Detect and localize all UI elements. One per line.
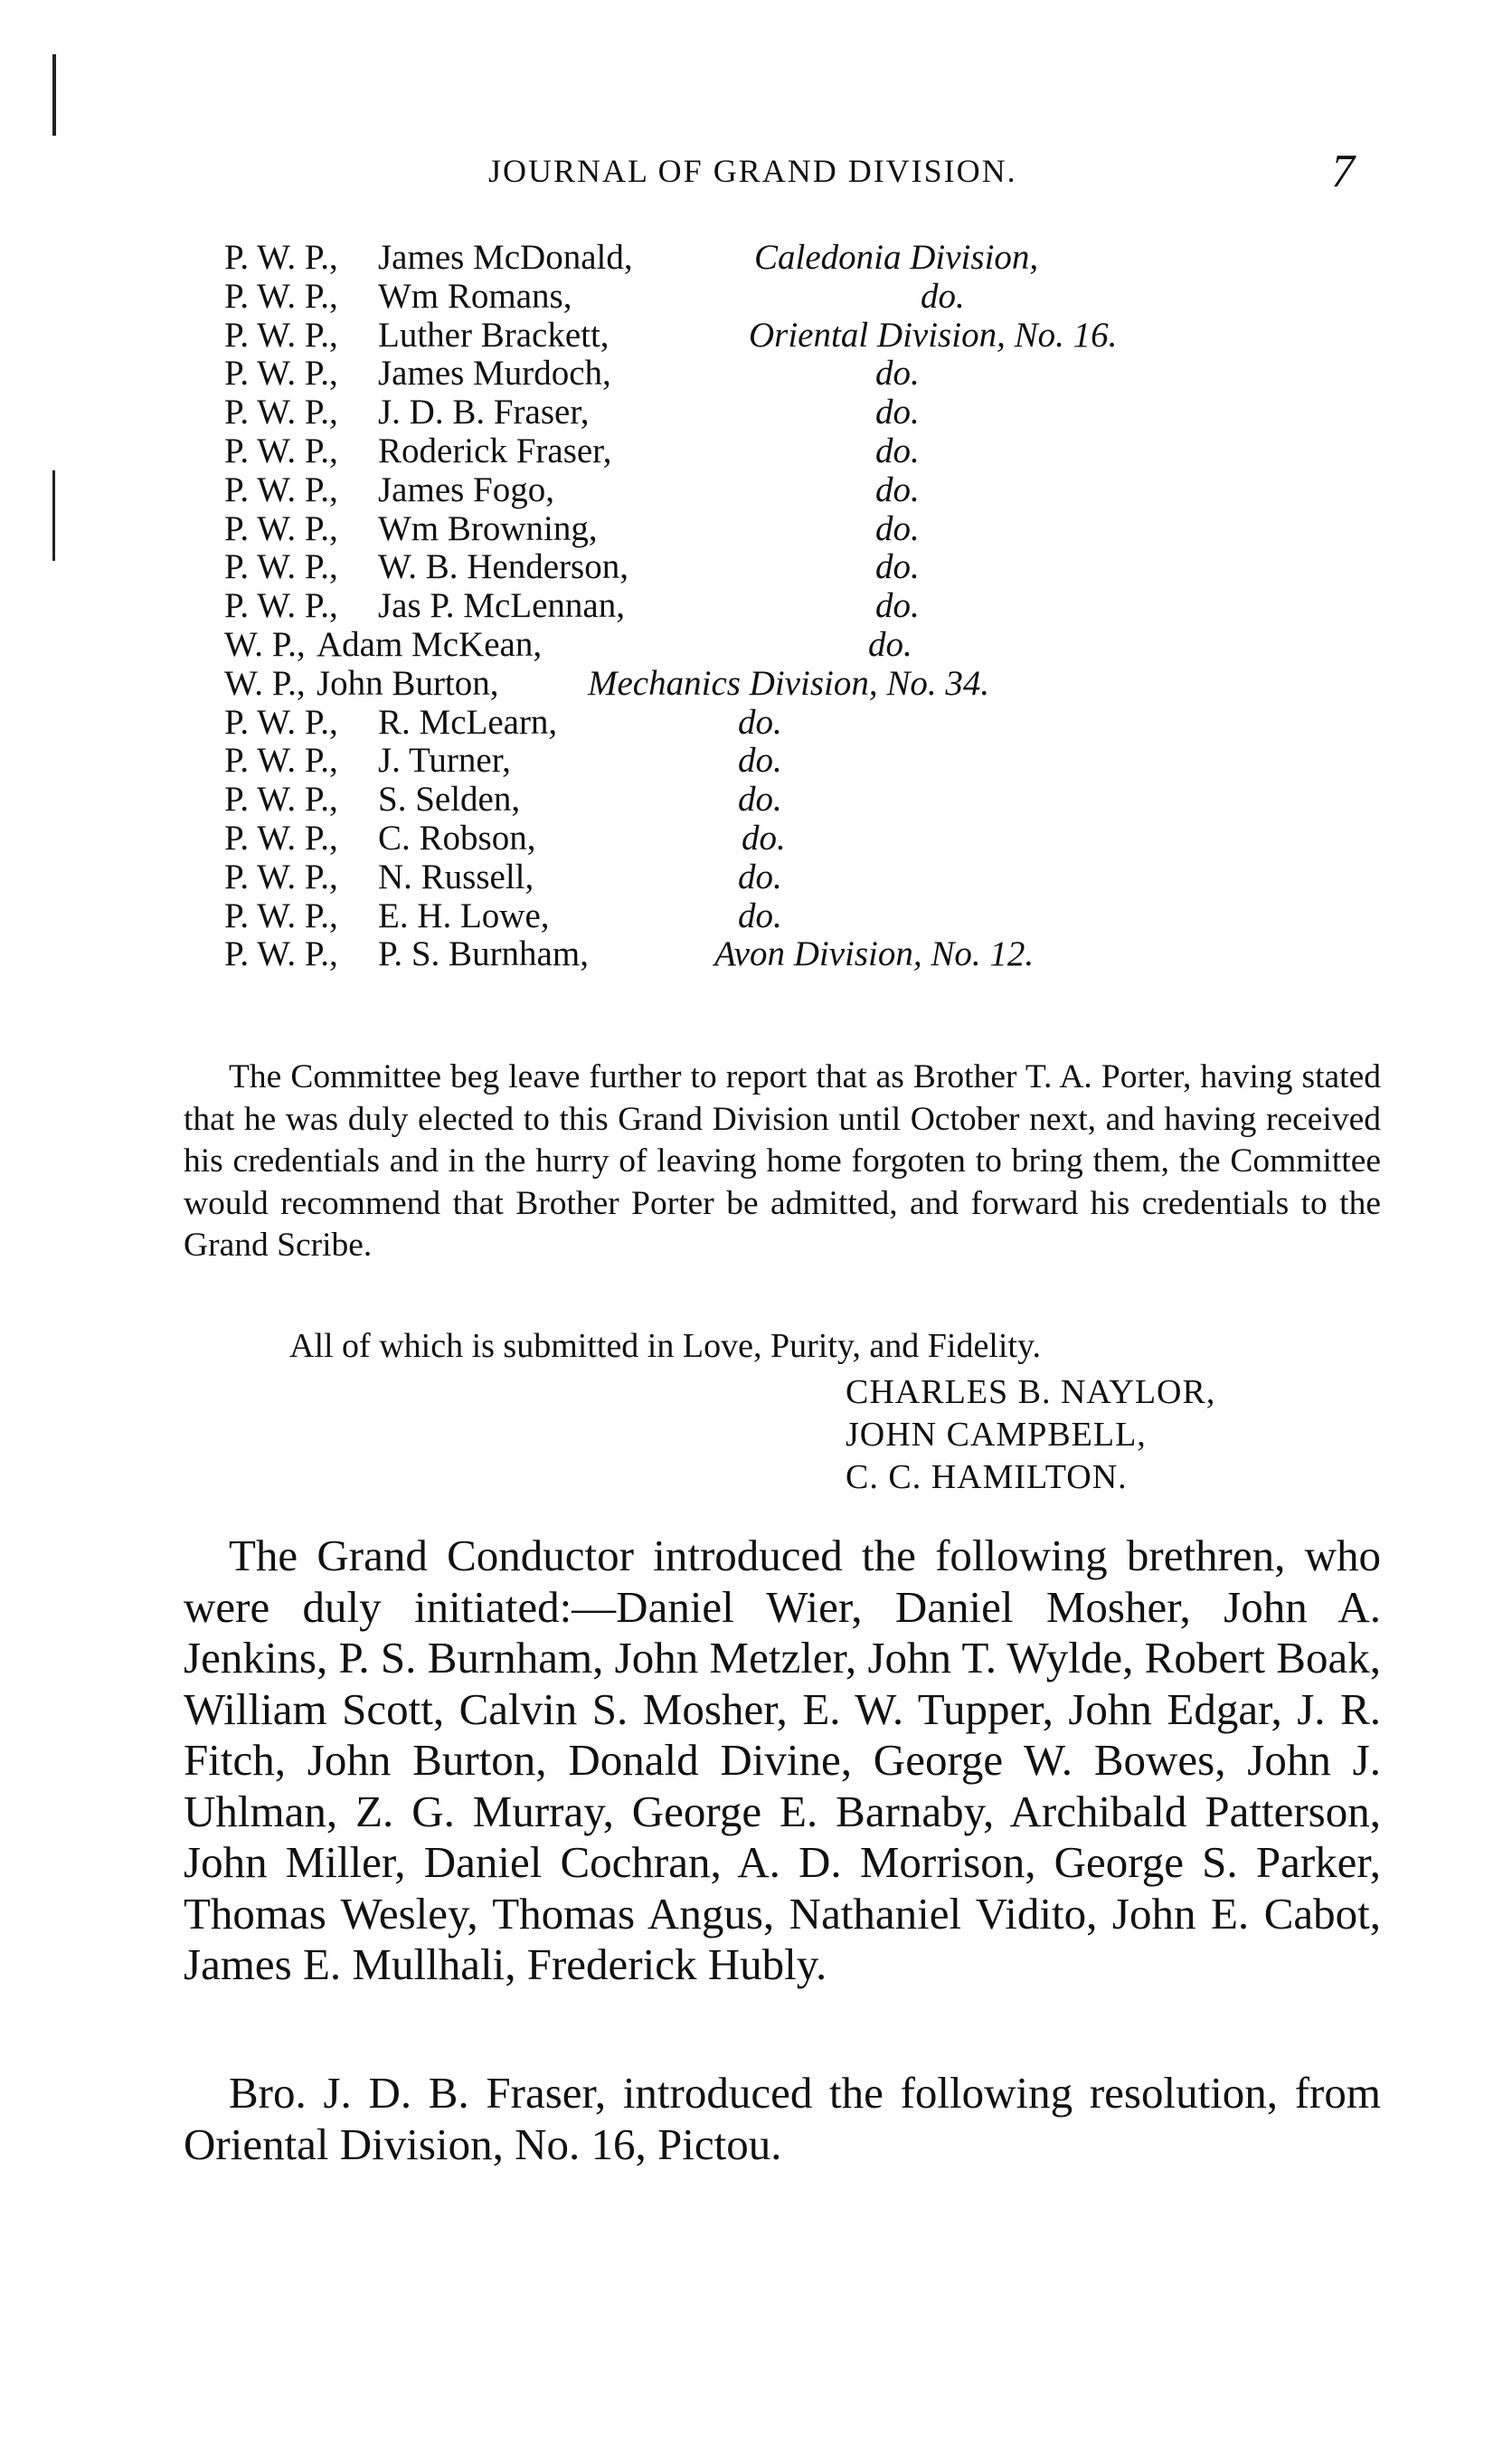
member-row <box>224 392 1400 431</box>
member-row <box>224 276 1400 315</box>
member-division: do. <box>738 857 782 896</box>
member-division: do. <box>738 741 782 781</box>
member-name: Wm Romans, <box>378 276 572 316</box>
member-row <box>224 237 1400 276</box>
member-name: R. McLearn, <box>378 702 558 742</box>
member-prefix: W. P., <box>224 624 306 664</box>
member-row <box>224 431 1400 469</box>
member-prefix: P. W. P., <box>224 857 338 896</box>
signature-name: JOHN CAMPBELL, <box>846 1416 1147 1454</box>
member-division: do. <box>875 508 920 548</box>
member-prefix: P. W. P., <box>224 934 338 974</box>
member-prefix: P. W. P., <box>224 431 338 470</box>
member-prefix: P. W. P., <box>224 238 338 277</box>
member-prefix: P. W. P., <box>224 508 338 548</box>
member-prefix: P. W. P., <box>224 354 338 393</box>
signature-block <box>846 1371 1215 1499</box>
member-division: do. <box>738 896 782 935</box>
member-row <box>224 740 1400 779</box>
member-prefix: P. W. P., <box>224 780 338 820</box>
member-prefix: W. P., <box>224 663 306 703</box>
member-name: Roderick Fraser, <box>378 431 612 470</box>
member-division: Avon Division, No. 12. <box>714 934 1035 974</box>
member-division: do. <box>875 431 920 470</box>
member-row <box>224 585 1400 624</box>
member-name: John Burton, <box>317 663 499 703</box>
member-division: do. <box>742 818 786 858</box>
member-division: do. <box>875 547 920 587</box>
resolution-paragraph <box>184 2068 1381 2170</box>
member-division: do. <box>738 780 782 820</box>
member-prefix: P. W. P., <box>224 586 338 626</box>
member-name: E. H. Lowe, <box>378 896 550 935</box>
member-name: N. Russell, <box>378 857 534 896</box>
member-name: J. Turner, <box>378 741 511 781</box>
member-name: James McDonald, <box>378 238 633 277</box>
member-row <box>224 857 1400 896</box>
scan-mark <box>52 470 55 561</box>
member-division: Mechanics Division, No. 34. <box>588 663 990 703</box>
submitted-line: All of which is submitted in Love, Purity, and Fidelity. <box>289 1327 1042 1365</box>
member-prefix: P. W. P., <box>224 547 338 587</box>
member-name: James Fogo, <box>378 469 554 509</box>
member-name: Wm Browning, <box>378 508 598 548</box>
member-row <box>224 818 1400 857</box>
signature-name: CHARLES B. NAYLOR, <box>846 1373 1216 1411</box>
member-division: do. <box>738 702 782 742</box>
member-prefix: P. W. P., <box>224 276 338 316</box>
member-division: do. <box>875 469 920 509</box>
member-division: do. <box>875 586 920 626</box>
member-name: Adam McKean, <box>317 624 543 664</box>
committee-report <box>184 1057 1381 1267</box>
member-name: James Murdoch, <box>378 354 611 393</box>
initiation-paragraph <box>184 1531 1381 1991</box>
member-row <box>224 663 1400 702</box>
member-prefix: P. W. P., <box>224 315 338 355</box>
member-prefix: P. W. P., <box>224 741 338 781</box>
signature-name: C. C. HAMILTON. <box>846 1458 1128 1496</box>
paragraph-text: The Grand Conductor introduced the following brethren, who were duly initiated:—Daniel Wier, Daniel Mosher, John A. Jenkins, P. S. Burnham, John Metzler, John T. Wylde, Robert Boak, William Scott, Calvin S. Mosher, E. W. Tupper, John Edgar, J. R. Fitch, John Burton, Donald Divine, George W. Bowes, John J. Uhlman, Z. G. Murray, George E. Barnaby, Archibald Patterson, John Miller, Daniel Cochran, A. D. Morrison, George S. Parker, Thomas Wesley, Thomas Angus, Nathaniel Vidito, John E. Cabot, James E. Mullhali, Frederick Hubly. <box>184 1531 1381 1989</box>
member-name: Luther Brackett, <box>378 315 610 355</box>
member-row <box>224 702 1400 741</box>
member-row <box>224 624 1400 663</box>
member-division: Oriental Division, No. 16. <box>749 315 1118 355</box>
member-row <box>224 779 1400 818</box>
member-prefix: P. W. P., <box>224 393 338 432</box>
member-row <box>224 934 1400 972</box>
member-name: J. D. B. Fraser, <box>378 393 590 432</box>
member-division: do. <box>875 393 920 432</box>
member-row <box>224 896 1400 934</box>
member-prefix: P. W. P., <box>224 818 338 858</box>
member-name: P. S. Burnham, <box>378 934 589 974</box>
member-division: do. <box>868 624 912 664</box>
member-row <box>224 469 1400 508</box>
member-division: do. <box>921 276 965 316</box>
member-division: do. <box>875 354 920 393</box>
member-list <box>224 237 1400 972</box>
member-name: C. Robson, <box>378 818 536 858</box>
report-text: The Committee beg leave further to report that as Brother T. A. Porter, having stated that he was duly elected to this Grand Division until October next, and having received his credentials and in the hurry of leaving home forgoten to bring them, the Committee would recommend that Brother Porter be admitted, and forward his credentials to the Grand Scribe. <box>184 1058 1381 1264</box>
member-name: S. Selden, <box>378 780 521 820</box>
member-row <box>224 315 1400 354</box>
page-header <box>0 145 1512 199</box>
paragraph-text: Bro. J. D. B. Fraser, introduced the following resolution, from Oriental Division, No. 16, Pictou. <box>184 2068 1381 2169</box>
member-name: W. B. Henderson, <box>378 547 628 587</box>
running-head: JOURNAL OF GRAND DIVISION. <box>488 153 1017 189</box>
member-row <box>224 546 1400 585</box>
member-division: Caledonia Division, <box>754 238 1039 277</box>
scan-mark <box>52 54 56 136</box>
member-prefix: P. W. P., <box>224 896 338 935</box>
member-row <box>224 353 1400 392</box>
member-row <box>224 508 1400 547</box>
page-number: 7 <box>1331 146 1355 197</box>
member-prefix: P. W. P., <box>224 469 338 509</box>
member-prefix: P. W. P., <box>224 702 338 742</box>
member-name: Jas P. McLennan, <box>378 586 625 626</box>
